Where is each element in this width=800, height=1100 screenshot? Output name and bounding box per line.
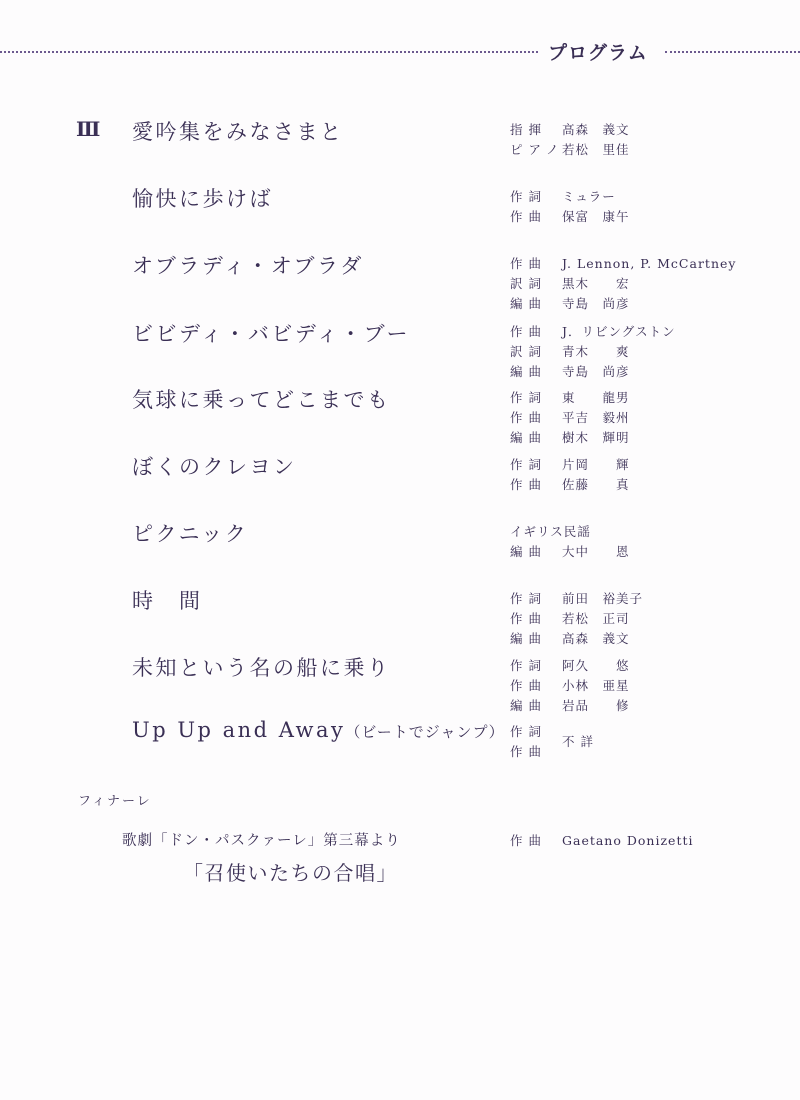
piece-credits	[510, 388, 790, 448]
piece-title-text: 気球に乗ってどこまでも	[132, 388, 391, 412]
piece-title-text: ぼくのクレヨン	[132, 455, 297, 479]
piece-title-text: オブラディ・オブラダ	[132, 254, 364, 278]
credit-name: 樹木 輝明	[562, 430, 630, 445]
credit-role: 作曲	[510, 678, 548, 693]
credit-name: 小林 亜星	[562, 678, 630, 693]
piece-title-text: 未知という名の船に乗り	[132, 656, 391, 680]
credit-role: 編曲	[510, 544, 548, 559]
credit-name: 岩品 修	[562, 698, 630, 713]
section-number: Ⅲ	[76, 117, 101, 141]
piece-title-text: ピクニック	[132, 522, 249, 546]
credit-role: 作詞	[510, 658, 548, 673]
piece-credits	[510, 455, 790, 495]
credit-row	[510, 696, 790, 716]
credit-role: 作曲	[510, 477, 548, 492]
credit-role: 作詞	[510, 724, 548, 739]
credit-name: 若松 正司	[562, 611, 630, 626]
credit-name: 平吉 毅州	[562, 410, 630, 425]
credit-role: 訳詞	[510, 344, 548, 359]
credit-name: 大中 恩	[562, 544, 630, 559]
piece-title	[132, 585, 203, 615]
credit-row	[510, 207, 790, 227]
credit-row	[510, 254, 790, 274]
credit-role: 編曲	[510, 296, 548, 311]
credit-name: ミュラー	[562, 189, 616, 204]
credit-name: 東 龍男	[562, 390, 630, 405]
credit-role: 作詞	[510, 390, 548, 405]
credit-row	[510, 120, 790, 140]
credit-role: 作曲	[510, 611, 548, 626]
credit-name: 阿久 悠	[562, 658, 630, 673]
piece-title-text: 時 間	[132, 589, 203, 613]
credit-row	[510, 475, 790, 495]
credit-role: 作曲	[510, 209, 548, 224]
credit-row	[510, 455, 790, 475]
credit-row	[510, 428, 790, 448]
piece-credits	[510, 522, 790, 562]
merged-credit	[510, 722, 790, 762]
credit-role: 作詞	[510, 591, 548, 606]
credit-name: 高森 義文	[562, 122, 630, 137]
credit-row	[510, 589, 790, 609]
piece-credits	[510, 722, 790, 762]
piece-title	[132, 652, 391, 682]
credit-note: イギリス民謡	[510, 524, 591, 539]
credit-role: 作曲	[510, 410, 548, 425]
piece-credits	[510, 120, 790, 160]
credit-role: 指揮	[510, 122, 548, 137]
piece-title	[132, 384, 391, 414]
finale-opera-title: 歌劇「ドン・パスクァーレ」第三幕より	[122, 833, 401, 849]
credit-role: 作曲	[510, 324, 548, 339]
credit-row	[510, 342, 790, 362]
credit-row	[510, 542, 790, 562]
credit-name: 不詳	[562, 734, 600, 749]
credit-name: 寺島 尚彦	[562, 296, 630, 311]
finale-chorus-title: 「召使いたちの合唱」	[183, 861, 398, 885]
credit-role: 訳詞	[510, 276, 548, 291]
credit-row	[510, 676, 790, 696]
credit-role: 作詞	[510, 457, 548, 472]
piece-title	[132, 183, 273, 213]
piece-title	[132, 116, 344, 146]
credit-name: 前田 裕美子	[562, 591, 644, 606]
credit-name: 若松 里佳	[562, 142, 630, 157]
credit-name: 黒木 宏	[562, 276, 630, 291]
piece-credits	[510, 322, 790, 382]
credit-role: 編曲	[510, 631, 548, 646]
credit-row	[510, 187, 790, 207]
credit-name: 佐藤 真	[562, 477, 630, 492]
credit-name: Gaetano Donizetti	[562, 833, 694, 848]
piece-title	[132, 250, 364, 280]
credit-name: 寺島 尚彦	[562, 364, 630, 379]
credit-name: 片岡 輝	[562, 457, 630, 472]
credit-role: 編曲	[510, 698, 548, 713]
credit-role: 作曲	[510, 744, 548, 759]
credit-role: ピアノ	[510, 142, 565, 157]
credit-row	[510, 140, 790, 160]
piece-credits	[510, 589, 790, 649]
credit-row	[510, 609, 790, 629]
credit-role: 作曲	[510, 256, 548, 271]
finale-label: フィナーレ	[78, 794, 152, 809]
piece-title-text: ビビディ・バビディ・ブー	[132, 322, 411, 346]
piece-title	[132, 318, 410, 348]
credit-name: 保富 康午	[562, 209, 630, 224]
credit-role: 編曲	[510, 430, 548, 445]
piece-credits	[510, 187, 790, 227]
finale-credit	[510, 831, 693, 851]
piece-title	[132, 451, 297, 481]
piece-title-text: 愉快に歩けば	[132, 187, 273, 211]
credit-role: 作曲	[510, 833, 548, 848]
credit-name: J. Lennon, P. McCartney	[562, 256, 737, 271]
credit-role: 作詞	[510, 189, 548, 204]
piece-title-text: Up Up and Away	[132, 718, 346, 742]
piece-title-text: 愛吟集をみなさまと	[132, 120, 344, 144]
credit-row	[510, 274, 790, 294]
credit-row	[510, 294, 790, 314]
piece-title	[132, 718, 505, 742]
piece-subtitle: （ビートでジャンプ）	[345, 723, 505, 741]
credit-name: 青木 爽	[562, 344, 630, 359]
piece-title	[132, 518, 248, 548]
credit-row	[510, 629, 790, 649]
credit-row	[510, 322, 790, 342]
credit-row	[510, 388, 790, 408]
credit-name: J．リビングストン	[562, 324, 676, 339]
piece-credits	[510, 656, 790, 716]
credit-row	[510, 408, 790, 428]
credit-row	[510, 362, 790, 382]
page-title: プログラム	[548, 42, 648, 64]
piece-credits	[510, 254, 790, 314]
credit-name: 高森 義文	[562, 631, 630, 646]
credit-role: 編曲	[510, 364, 548, 379]
credit-row	[510, 656, 790, 676]
